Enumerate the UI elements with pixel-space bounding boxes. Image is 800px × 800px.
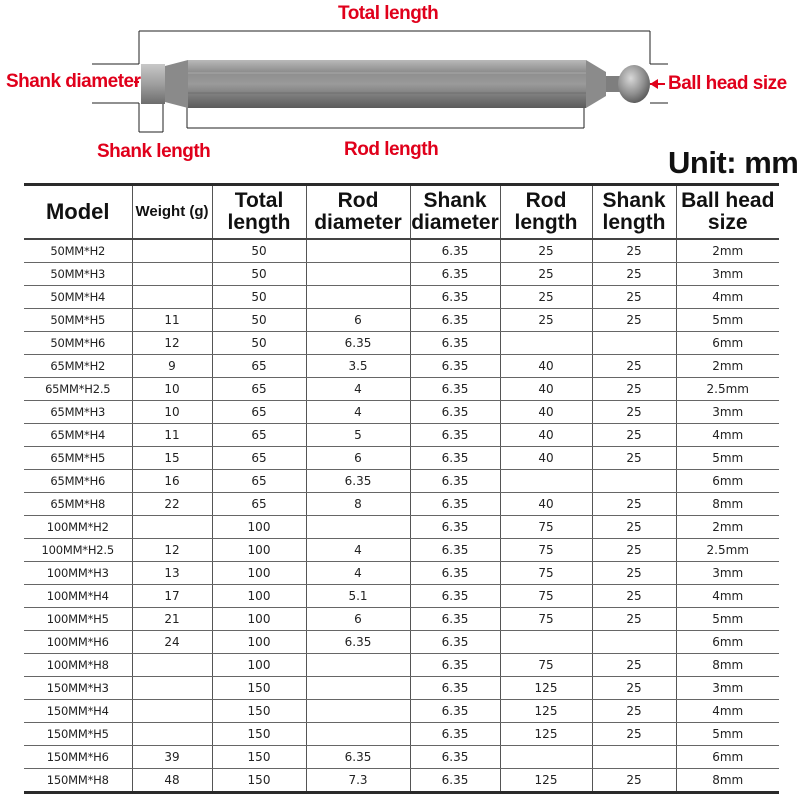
cell-weight: 39 (132, 746, 212, 769)
cell-model: 65MM*H5 (24, 447, 132, 470)
cell-model: 100MM*H8 (24, 654, 132, 677)
table-row (24, 378, 779, 401)
cell-shank-diameter: 6.35 (410, 516, 500, 539)
cell-shank-length: 25 (592, 654, 676, 677)
cell-shank-length: 25 (592, 539, 676, 562)
cell-ball-head-size: 5mm (676, 608, 779, 631)
cell-total-length: 65 (212, 378, 306, 401)
cell-shank-diameter: 6.35 (410, 539, 500, 562)
cell-ball-head-size: 2mm (676, 239, 779, 263)
cell-rod-length: 125 (500, 677, 592, 700)
cell-rod-length: 75 (500, 539, 592, 562)
cell-model: 65MM*H6 (24, 470, 132, 493)
cell-weight (132, 239, 212, 263)
cell-shank-diameter: 6.35 (410, 239, 500, 263)
cell-weight: 12 (132, 539, 212, 562)
cell-model: 100MM*H6 (24, 631, 132, 654)
cell-weight: 24 (132, 631, 212, 654)
cell-weight: 21 (132, 608, 212, 631)
cell-rod-length: 40 (500, 447, 592, 470)
cell-rod-diameter (306, 286, 410, 309)
table-row (24, 677, 779, 700)
rod-length-label: Rod length (344, 139, 439, 160)
cell-ball-head-size: 6mm (676, 470, 779, 493)
cell-total-length: 150 (212, 700, 306, 723)
cell-ball-head-size: 2mm (676, 516, 779, 539)
cell-ball-head-size: 6mm (676, 631, 779, 654)
cell-shank-length: 25 (592, 585, 676, 608)
cell-model: 65MM*H4 (24, 424, 132, 447)
cell-rod-length: 75 (500, 562, 592, 585)
cell-model: 50MM*H5 (24, 309, 132, 332)
cell-ball-head-size: 2mm (676, 355, 779, 378)
table-row (24, 631, 779, 654)
cell-shank-length: 25 (592, 378, 676, 401)
cell-ball-head-size: 2.5mm (676, 539, 779, 562)
shank-diameter-label: Shank diameter (6, 71, 141, 92)
cell-weight: 13 (132, 562, 212, 585)
table-row (24, 608, 779, 631)
cell-shank-diameter: 6.35 (410, 424, 500, 447)
cell-ball-head-size: 3mm (676, 263, 779, 286)
header-model: Model (24, 185, 132, 240)
table-row (24, 746, 779, 769)
cell-shank-length (592, 631, 676, 654)
cell-shank-diameter: 6.35 (410, 700, 500, 723)
table-row (24, 585, 779, 608)
cell-weight (132, 677, 212, 700)
ball-head-shape (618, 65, 650, 103)
cell-rod-length: 40 (500, 493, 592, 516)
cell-shank-diameter: 6.35 (410, 654, 500, 677)
cell-shank-diameter: 6.35 (410, 677, 500, 700)
cell-rod-length (500, 746, 592, 769)
cell-shank-diameter: 6.35 (410, 355, 500, 378)
header-total-length: Total length (212, 185, 306, 240)
cell-rod-length: 40 (500, 378, 592, 401)
cell-total-length: 100 (212, 608, 306, 631)
cell-shank-diameter: 6.35 (410, 608, 500, 631)
cell-rod-diameter: 6 (306, 447, 410, 470)
cell-ball-head-size: 5mm (676, 447, 779, 470)
rod-taper-shape (586, 60, 606, 108)
cell-weight: 9 (132, 355, 212, 378)
cell-shank-diameter: 6.35 (410, 263, 500, 286)
cell-total-length: 65 (212, 470, 306, 493)
cell-model: 65MM*H8 (24, 493, 132, 516)
cell-model: 50MM*H4 (24, 286, 132, 309)
cell-rod-diameter: 7.3 (306, 769, 410, 793)
cell-total-length: 150 (212, 677, 306, 700)
cell-total-length: 65 (212, 493, 306, 516)
cell-rod-length: 75 (500, 654, 592, 677)
cell-rod-diameter: 6.35 (306, 470, 410, 493)
cell-rod-diameter: 6 (306, 608, 410, 631)
cell-rod-length: 75 (500, 516, 592, 539)
header-weight: Weight (g) (132, 185, 212, 240)
cell-shank-diameter: 6.35 (410, 286, 500, 309)
cell-rod-diameter: 4 (306, 378, 410, 401)
cell-shank-diameter: 6.35 (410, 493, 500, 516)
cell-shank-diameter: 6.35 (410, 470, 500, 493)
cell-total-length: 100 (212, 631, 306, 654)
cell-shank-length: 25 (592, 562, 676, 585)
cell-rod-length: 75 (500, 585, 592, 608)
table-row (24, 470, 779, 493)
shank-shape (141, 64, 165, 104)
cell-rod-diameter: 6.35 (306, 332, 410, 355)
cell-ball-head-size: 3mm (676, 562, 779, 585)
cell-model: 65MM*H2 (24, 355, 132, 378)
cell-ball-head-size: 4mm (676, 286, 779, 309)
spec-table (24, 183, 779, 794)
cell-rod-diameter (306, 263, 410, 286)
cell-weight: 22 (132, 493, 212, 516)
cell-shank-diameter: 6.35 (410, 585, 500, 608)
cell-weight: 10 (132, 401, 212, 424)
table-row (24, 700, 779, 723)
cell-rod-diameter: 4 (306, 562, 410, 585)
cell-shank-length (592, 746, 676, 769)
cell-weight: 11 (132, 309, 212, 332)
table-row (24, 654, 779, 677)
cell-ball-head-size: 6mm (676, 332, 779, 355)
cell-shank-length: 25 (592, 309, 676, 332)
cell-total-length: 65 (212, 355, 306, 378)
cell-total-length: 150 (212, 723, 306, 746)
cell-shank-diameter: 6.35 (410, 447, 500, 470)
cell-rod-length: 125 (500, 723, 592, 746)
cell-rod-length: 75 (500, 608, 592, 631)
table-row (24, 424, 779, 447)
cell-ball-head-size: 4mm (676, 585, 779, 608)
cell-weight: 48 (132, 769, 212, 793)
table-row (24, 332, 779, 355)
cell-weight: 16 (132, 470, 212, 493)
cell-model: 100MM*H5 (24, 608, 132, 631)
cell-ball-head-size: 6mm (676, 746, 779, 769)
table-row (24, 309, 779, 332)
cell-rod-diameter: 4 (306, 401, 410, 424)
cell-ball-head-size: 8mm (676, 769, 779, 793)
cell-shank-length: 25 (592, 401, 676, 424)
table-row (24, 723, 779, 746)
cell-shank-length: 25 (592, 286, 676, 309)
header-row (24, 185, 779, 240)
header-rod-diameter: Rod diameter (306, 185, 410, 240)
spec-table-wrapper (24, 183, 779, 797)
cell-shank-length: 25 (592, 769, 676, 793)
table-row (24, 562, 779, 585)
cell-shank-length (592, 470, 676, 493)
cell-rod-length: 25 (500, 263, 592, 286)
cell-ball-head-size: 3mm (676, 401, 779, 424)
shank-length-label: Shank length (97, 141, 211, 162)
unit-label: Unit: mm (668, 145, 799, 180)
cell-rod-diameter (306, 723, 410, 746)
cell-model: 50MM*H6 (24, 332, 132, 355)
cell-shank-length: 25 (592, 355, 676, 378)
table-row (24, 493, 779, 516)
cell-weight: 11 (132, 424, 212, 447)
ball-head-size-label: Ball head size (668, 73, 787, 94)
cell-rod-diameter (306, 654, 410, 677)
cell-shank-length: 25 (592, 700, 676, 723)
cell-total-length: 50 (212, 239, 306, 263)
table-row (24, 539, 779, 562)
table-row (24, 355, 779, 378)
cell-weight (132, 723, 212, 746)
cell-total-length: 150 (212, 769, 306, 793)
cell-shank-length: 25 (592, 424, 676, 447)
cell-rod-diameter: 5.1 (306, 585, 410, 608)
table-row (24, 447, 779, 470)
cell-total-length: 100 (212, 585, 306, 608)
cell-model: 150MM*H6 (24, 746, 132, 769)
cell-weight (132, 263, 212, 286)
cell-rod-length: 40 (500, 401, 592, 424)
cell-rod-diameter: 8 (306, 493, 410, 516)
table-row (24, 401, 779, 424)
hex-ball-driver-diagram (0, 0, 800, 180)
cell-rod-length: 25 (500, 239, 592, 263)
cell-model: 100MM*H2.5 (24, 539, 132, 562)
cell-weight (132, 286, 212, 309)
rod-shape (188, 60, 586, 108)
cell-total-length: 150 (212, 746, 306, 769)
cell-total-length: 50 (212, 309, 306, 332)
cell-total-length: 100 (212, 654, 306, 677)
header-shank-length: Shank length (592, 185, 676, 240)
cell-total-length: 100 (212, 539, 306, 562)
header-rod-length: Rod length (500, 185, 592, 240)
cell-model: 100MM*H3 (24, 562, 132, 585)
total-length-label: Total length (338, 3, 439, 24)
cell-rod-diameter: 5 (306, 424, 410, 447)
cell-shank-diameter: 6.35 (410, 723, 500, 746)
table-row (24, 286, 779, 309)
cell-rod-diameter: 6 (306, 309, 410, 332)
cell-model: 100MM*H2 (24, 516, 132, 539)
cell-rod-diameter: 3.5 (306, 355, 410, 378)
cell-total-length: 65 (212, 424, 306, 447)
cell-rod-length (500, 631, 592, 654)
cell-model: 150MM*H3 (24, 677, 132, 700)
cell-rod-diameter (306, 516, 410, 539)
cell-shank-length: 25 (592, 447, 676, 470)
cell-total-length: 100 (212, 562, 306, 585)
cell-model: 150MM*H4 (24, 700, 132, 723)
cell-total-length: 50 (212, 286, 306, 309)
cell-ball-head-size: 4mm (676, 700, 779, 723)
cell-shank-length: 25 (592, 608, 676, 631)
cell-total-length: 100 (212, 516, 306, 539)
cell-total-length: 50 (212, 332, 306, 355)
cell-weight (132, 654, 212, 677)
cell-weight: 15 (132, 447, 212, 470)
cell-shank-length: 25 (592, 723, 676, 746)
cell-shank-diameter: 6.35 (410, 309, 500, 332)
table-row (24, 516, 779, 539)
cell-shank-length (592, 332, 676, 355)
cell-rod-length (500, 332, 592, 355)
cell-shank-length: 25 (592, 493, 676, 516)
cell-rod-length: 125 (500, 700, 592, 723)
spec-table-body (24, 239, 779, 793)
cell-rod-diameter (306, 239, 410, 263)
cell-rod-diameter: 4 (306, 539, 410, 562)
cell-ball-head-size: 5mm (676, 723, 779, 746)
cell-ball-head-size: 8mm (676, 654, 779, 677)
cell-rod-length: 40 (500, 424, 592, 447)
cell-shank-diameter: 6.35 (410, 401, 500, 424)
cell-weight (132, 700, 212, 723)
cell-model: 50MM*H3 (24, 263, 132, 286)
cell-rod-diameter (306, 700, 410, 723)
cell-shank-length: 25 (592, 263, 676, 286)
cell-model: 150MM*H8 (24, 769, 132, 793)
cell-ball-head-size: 3mm (676, 677, 779, 700)
cell-model: 100MM*H4 (24, 585, 132, 608)
neck-shape (165, 60, 188, 108)
cell-rod-length: 125 (500, 769, 592, 793)
table-row (24, 239, 779, 263)
header-ball-head-size: Ball head size (676, 185, 779, 240)
cell-total-length: 65 (212, 401, 306, 424)
cell-rod-diameter: 6.35 (306, 746, 410, 769)
cell-rod-length: 25 (500, 309, 592, 332)
table-row (24, 769, 779, 793)
cell-shank-diameter: 6.35 (410, 769, 500, 793)
cell-shank-diameter: 6.35 (410, 746, 500, 769)
header-shank-diameter: Shank diameter (410, 185, 500, 240)
cell-ball-head-size: 8mm (676, 493, 779, 516)
cell-model: 65MM*H2.5 (24, 378, 132, 401)
cell-rod-diameter: 6.35 (306, 631, 410, 654)
cell-model: 50MM*H2 (24, 239, 132, 263)
cell-ball-head-size: 2.5mm (676, 378, 779, 401)
cell-total-length: 50 (212, 263, 306, 286)
cell-shank-length: 25 (592, 677, 676, 700)
cell-shank-length: 25 (592, 516, 676, 539)
cell-rod-length: 40 (500, 355, 592, 378)
cell-weight: 17 (132, 585, 212, 608)
cell-weight: 12 (132, 332, 212, 355)
cell-weight (132, 516, 212, 539)
cell-rod-diameter (306, 677, 410, 700)
cell-weight: 10 (132, 378, 212, 401)
cell-shank-length: 25 (592, 239, 676, 263)
cell-model: 65MM*H3 (24, 401, 132, 424)
cell-shank-diameter: 6.35 (410, 631, 500, 654)
cell-ball-head-size: 4mm (676, 424, 779, 447)
cell-shank-diameter: 6.35 (410, 332, 500, 355)
cell-rod-length (500, 470, 592, 493)
cell-shank-diameter: 6.35 (410, 562, 500, 585)
cell-shank-diameter: 6.35 (410, 378, 500, 401)
cell-total-length: 65 (212, 447, 306, 470)
cell-rod-length: 25 (500, 286, 592, 309)
cell-ball-head-size: 5mm (676, 309, 779, 332)
table-row (24, 263, 779, 286)
cell-model: 150MM*H5 (24, 723, 132, 746)
